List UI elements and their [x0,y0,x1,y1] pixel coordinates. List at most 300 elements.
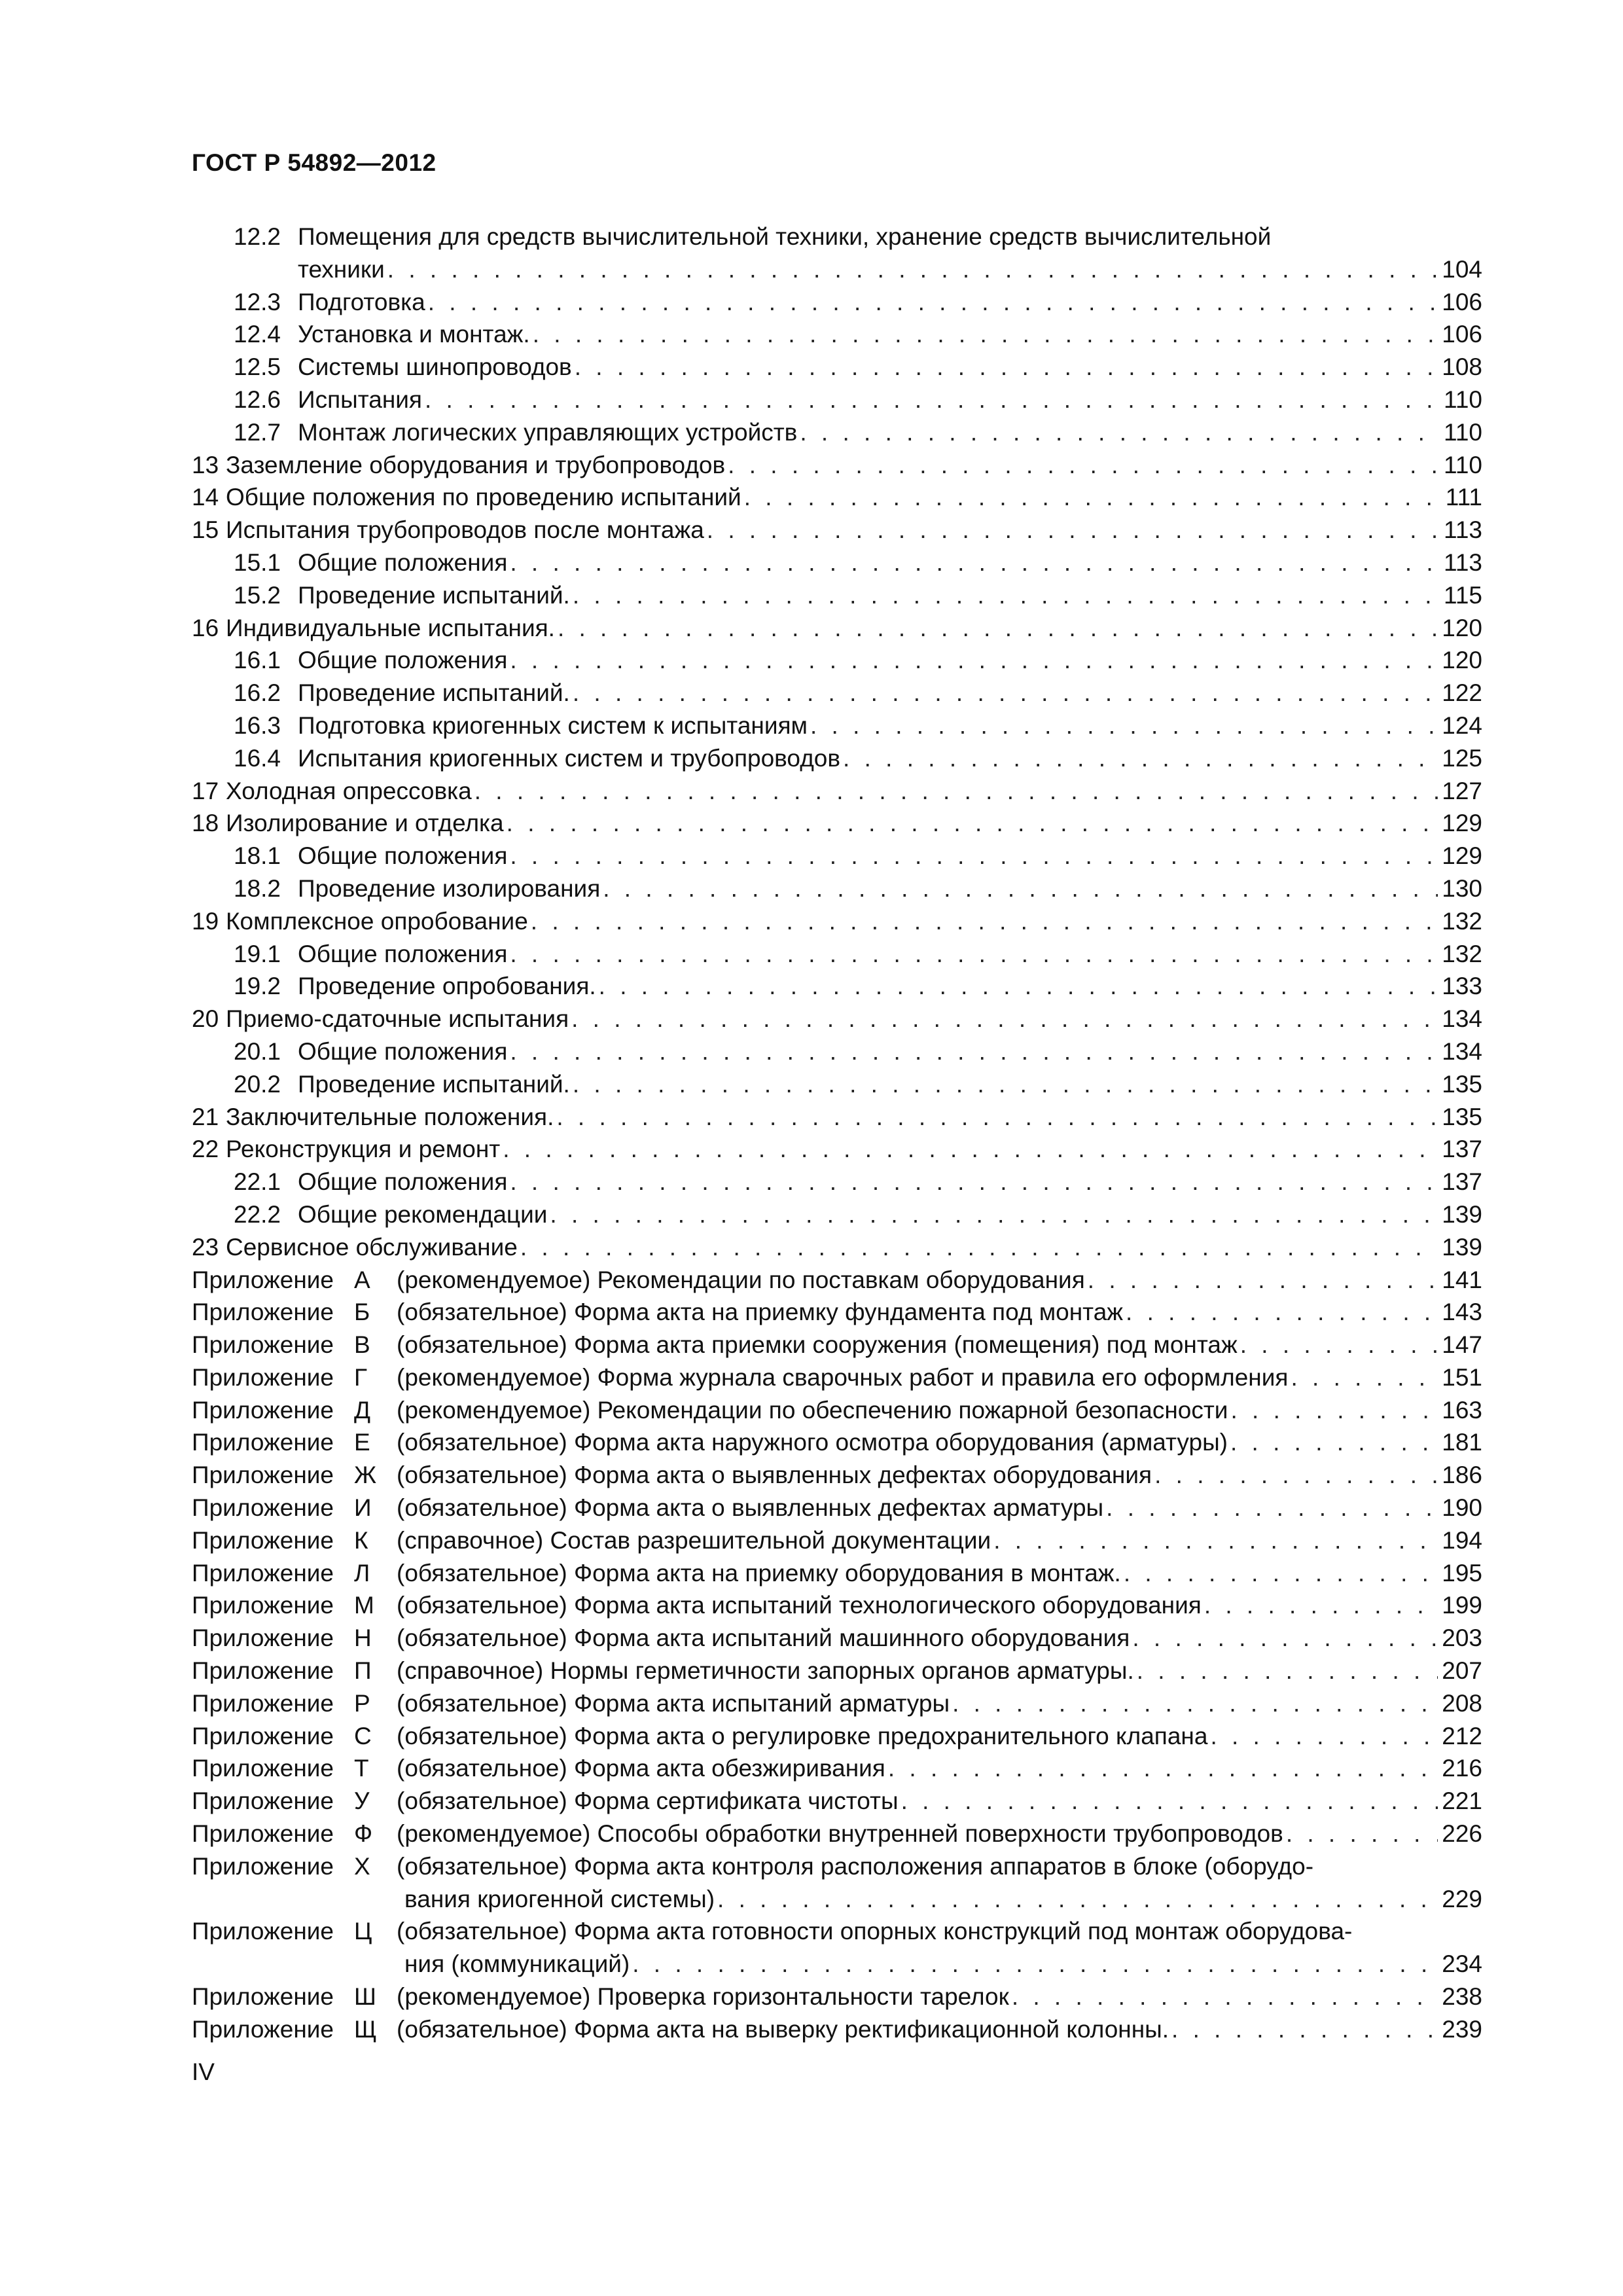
toc-entry-page: 139 [1442,1233,1482,1261]
toc-appendix-word: Приложение [192,1852,334,1880]
toc-entry-page: 104 [1442,255,1482,283]
toc-entry[interactable] [192,1655,1482,1687]
toc-entry-title: Комплексное опробование [226,907,528,935]
toc-entry-page: 113 [1444,516,1482,544]
toc-entry-page: 108 [1442,353,1482,381]
toc-entry-number: 16.4 [234,744,281,772]
toc-entry-page: 132 [1442,907,1482,935]
toc-entry-number: 21 [192,1103,219,1130]
toc-entry-title: Заземление оборудования и трубопроводов [226,451,726,478]
toc-dot-leader [1012,1981,1438,2013]
toc-entry[interactable] [192,1818,1482,1850]
toc-dot-leader [1204,1589,1438,1622]
toc-entry[interactable] [192,1850,1482,1883]
toc-dot-leader [800,416,1440,449]
toc-dot-leader [510,840,1438,872]
toc-entry-title: Проведение испытаний. [298,581,570,609]
toc-entry-number: 19.1 [234,940,281,967]
toc-entry-page: 110 [1444,386,1482,413]
toc-entry-title: Помещения для средств вычислительной техники, хранение средств вычислительной [298,223,1272,250]
toc-appendix-word: Приложение [192,1820,334,1848]
page-number: IV [192,2058,215,2085]
toc-dot-leader [510,1166,1438,1198]
toc-appendix-letter: М [354,1592,374,1619]
toc-appendix-word: Приложение [192,1462,334,1489]
toc-entry-title: Общие положения [298,548,508,576]
toc-appendix-letter: Б [354,1299,370,1326]
toc-appendix-label [192,1785,397,1818]
toc-entry[interactable] [192,579,1482,612]
toc-entry[interactable] [192,1492,1482,1524]
toc-entry-title: Сервисное обслуживание [226,1233,518,1261]
toc-appendix-word: Приложение [192,1624,334,1652]
toc-entry[interactable] [192,905,1482,938]
toc-entry-title: Общие положения [298,940,508,967]
toc-appendix-label [192,1818,397,1850]
toc-entry[interactable] [192,1068,1482,1101]
toc-entry-title: (обязательное) Форма акта на приемку фундамента под монтаж [397,1299,1124,1326]
toc-entry[interactable] [192,775,1482,808]
toc-dot-leader [510,1035,1438,1068]
toc-appendix-label [192,1557,397,1590]
toc-dot-leader [728,449,1440,482]
toc-entry-title: (обязательное) Форма акта испытаний машинного оборудования [397,1624,1130,1652]
toc-entry-page: 195 [1442,1559,1482,1587]
toc-dot-leader [599,970,1438,1003]
toc-appendix-letter: У [354,1787,370,1815]
toc-appendix-word: Приложение [192,1429,334,1456]
toc-appendix-letter: Ж [354,1462,377,1489]
toc-appendix-letter: Е [354,1429,370,1456]
toc-appendix-label [192,1329,397,1361]
toc-appendix-label [192,2013,397,2046]
toc-entry-title: Заключительные положения. [226,1103,554,1130]
toc-entry[interactable] [192,481,1482,514]
toc-appendix-word: Приложение [192,1918,334,1945]
toc-entry[interactable] [192,1622,1482,1655]
toc-entry-number: 14 [192,484,219,511]
toc-dot-leader [1137,1655,1438,1687]
toc-entry-page: 115 [1444,581,1482,609]
toc-dot-leader [1230,1426,1438,1459]
toc-entry-title: (обязательное) Форма акта контроля расположения аппаратов в блоке (оборудо- [397,1852,1314,1880]
toc-appendix-letter: Г [354,1363,368,1391]
toc-entry-page: 151 [1442,1363,1482,1391]
toc-appendix-label [192,1752,397,1785]
toc-appendix-label [192,1687,397,1720]
toc-entry[interactable] [192,1394,1482,1427]
toc-entry-page: 120 [1442,614,1482,641]
toc-appendix-letter: К [354,1526,368,1554]
toc-entry-title: Системы шинопроводов [298,353,572,381]
toc-entry-number: 15 [192,516,219,544]
toc-appendix-letter: С [354,1722,372,1749]
toc-appendix-word: Приложение [192,1363,334,1391]
toc-appendix-label [192,1589,397,1622]
toc-entry-title: Монтаж логических управляющих устройств [298,418,798,446]
toc-entry[interactable] [192,1101,1482,1134]
toc-entry-title: Проведение испытаний. [298,679,570,707]
toc-entry-title: Испытания трубопроводов после монтажа [226,516,704,544]
toc-entry[interactable] [192,1003,1482,1035]
toc-entry-title: (обязательное) Форма акта обезжиривания [397,1755,885,1782]
toc-appendix-label [192,1720,397,1753]
toc-entry[interactable] [192,742,1482,775]
toc-entry-number: 12.2 [234,223,281,250]
toc-appendix-word: Приложение [192,1689,334,1717]
toc-entry-title: (рекомендуемое) Форма журнала сварочных работ и правила его оформления [397,1363,1289,1391]
toc-dot-leader [531,905,1438,938]
toc-appendix-letter: Х [354,1852,370,1880]
toc-dot-leader [558,612,1438,645]
toc-entry[interactable] [192,1133,1482,1166]
toc-appendix-letter: Р [354,1689,370,1717]
toc-entry-page: 129 [1442,810,1482,837]
toc-entry-page: 229 [1442,1885,1482,1912]
toc-entry-number: 18.1 [234,842,281,870]
toc-entry-number: 16 [192,614,219,641]
toc-dot-leader [575,351,1438,384]
toc-entry-title: Общие положения [298,1037,508,1065]
toc-appendix-letter: П [354,1657,372,1685]
toc-dot-leader [510,644,1438,677]
toc-appendix-letter: А [354,1266,370,1293]
toc-entry-title: Приемо-сдаточные испытания [226,1005,569,1033]
toc-appendix-letter: Л [354,1559,370,1587]
toc-dot-leader [556,1101,1438,1134]
toc-appendix-letter: В [354,1331,370,1359]
toc-entry-page: 132 [1442,940,1482,967]
toc-entry-page: 212 [1442,1722,1482,1749]
toc-entry-number: 22.1 [234,1168,281,1196]
toc-entry-number: 16.2 [234,679,281,707]
toc-entry-title: (справочное) Нормы герметичности запорных органов арматуры. [397,1657,1134,1685]
toc-entry-number: 17 [192,777,219,804]
toc-entry-title: техники [298,255,385,283]
toc-entry-page: 134 [1442,1037,1482,1065]
toc-entry-title: (обязательное) Форма акта на приемку оборудования в монтаж. [397,1559,1121,1587]
toc-appendix-letter: Н [354,1624,372,1652]
toc-entry-title: Подготовка [298,288,425,315]
toc-appendix-word: Приложение [192,1266,334,1293]
toc-entry-number: 16.3 [234,711,281,739]
toc-dot-leader [888,1752,1438,1785]
toc-entry[interactable] [192,1166,1482,1198]
toc-entry-page: 111 [1445,484,1482,511]
toc-entry-title: (обязательное) Форма акта о регулировке предохранительного клапана [397,1722,1208,1749]
toc-entry-page: 125 [1442,744,1482,772]
toc-appendix-word: Приложение [192,2015,334,2043]
toc-entry-number: 15.2 [234,581,281,609]
toc-entry[interactable] [192,416,1482,449]
toc-dot-leader [573,677,1438,709]
toc-entry[interactable] [192,384,1482,416]
toc-entry[interactable] [192,1231,1482,1264]
toc-entry-page: 106 [1442,288,1482,315]
toc-entry-page: 143 [1442,1299,1482,1326]
toc-appendix-word: Приложение [192,1722,334,1749]
toc-appendix-word: Приложение [192,1396,334,1424]
toc-entry-page: 163 [1442,1396,1482,1424]
toc-entry-title: вания криогенной системы) [404,1885,715,1912]
toc-entry-page: 203 [1442,1624,1482,1652]
toc-entry-number: 22.2 [234,1200,281,1228]
toc-entry-page: 181 [1442,1429,1482,1456]
toc-dot-leader [428,286,1438,319]
toc-entry[interactable] [192,644,1482,677]
toc-entry-page: 186 [1442,1462,1482,1489]
toc-entry-page: 120 [1442,647,1482,674]
toc-entry-page: 238 [1442,1983,1482,2011]
toc-entry-number: 15.1 [234,548,281,576]
toc-entry-page: 133 [1442,973,1482,1000]
toc-dot-leader [507,807,1438,840]
toc-entry[interactable] [192,807,1482,840]
toc-entry-number: 16.1 [234,647,281,674]
toc-entry-title: Испытания [298,386,422,413]
toc-appendix-letter: Ц [354,1918,372,1945]
toc-entry[interactable] [192,514,1482,547]
toc-dot-leader [533,318,1438,351]
toc-entry-title: Общие положения [298,842,508,870]
toc-entry-page: 135 [1442,1070,1482,1098]
toc-entry[interactable] [192,709,1482,742]
toc-dot-leader [1124,1557,1438,1590]
toc-entry[interactable] [192,1198,1482,1231]
toc-entry-page: 122 [1442,679,1482,707]
toc-appendix-letter: И [354,1494,372,1522]
toc-entry-page: 221 [1442,1787,1482,1815]
toc-entry-page: 110 [1444,418,1482,446]
toc-entry[interactable] [192,253,1482,286]
toc-entry-title: (обязательное) Форма акта готовности опорных конструкций под монтаж оборудова- [397,1918,1353,1945]
toc-entry-page: 106 [1442,321,1482,348]
toc-entry[interactable] [192,1687,1482,1720]
toc-entry-number: 20 [192,1005,219,1033]
toc-dot-leader [603,872,1438,905]
toc-appendix-label [192,1850,397,1883]
toc-entry-page: 194 [1442,1526,1482,1554]
toc-entry-title: Холодная опрессовка [226,777,472,804]
toc-dot-leader [1230,1394,1438,1427]
toc-entry[interactable] [192,1557,1482,1590]
toc-appendix-label [192,1264,397,1297]
toc-entry-number: 23 [192,1233,219,1261]
toc-entry-page: 139 [1442,1200,1482,1228]
toc-entry[interactable] [192,318,1482,351]
toc-entry-page: 239 [1442,2015,1482,2043]
toc-entry-title: (рекомендуемое) Проверка горизонтальности тарелок [397,1983,1009,2011]
toc-entry[interactable] [192,1720,1482,1753]
toc-entry-page: 130 [1442,874,1482,902]
toc-entry-title: Общие положения [298,647,508,674]
toc-entry[interactable] [192,449,1482,482]
toc-appendix-label [192,1394,397,1427]
toc-entry-number: 20.1 [234,1037,281,1065]
toc-entry-title: (обязательное) Форма акта испытаний технологического оборудования [397,1592,1202,1619]
toc-entry-page: 207 [1442,1657,1482,1685]
toc-entry[interactable] [192,1883,1482,1916]
toc-dot-leader [952,1687,1438,1720]
toc-dot-leader [717,1883,1438,1916]
toc-entry-number: 19 [192,907,219,935]
toc-dot-leader [571,1003,1438,1035]
toc-dot-leader [632,1948,1438,1981]
toc-entry-title: (рекомендуемое) Рекомендации по поставкам оборудования [397,1266,1085,1293]
toc-dot-leader [1240,1329,1438,1361]
toc-appendix-label [192,1361,397,1394]
toc-entry[interactable] [192,1426,1482,1459]
table-of-contents [192,221,1482,2046]
toc-entry[interactable] [192,1361,1482,1394]
toc-appendix-label [192,1915,397,1948]
toc-entry-page: 147 [1442,1331,1482,1359]
toc-entry-page: 135 [1442,1103,1482,1130]
toc-entry-number: 12.3 [234,288,281,315]
toc-dot-leader [1088,1264,1438,1297]
toc-entry[interactable] [192,1035,1482,1068]
toc-entry-title: Индивидуальные испытания. [226,614,555,641]
toc-entry[interactable] [192,872,1482,905]
toc-entry[interactable] [192,1459,1482,1492]
toc-dot-leader [1171,2013,1438,2046]
toc-appendix-letter: Д [354,1396,371,1424]
toc-entry-title: (обязательное) Форма сертификата чистоты [397,1787,899,1815]
toc-entry-title: Общие положения по проведению испытаний [226,484,741,511]
toc-dot-leader [387,253,1438,286]
toc-appendix-label [192,1459,397,1492]
toc-appendix-letter: Щ [354,2015,377,2043]
toc-entry[interactable] [192,2013,1482,2046]
toc-entry[interactable] [192,1915,1482,1948]
toc-appendix-label [192,1426,397,1459]
toc-appendix-word: Приложение [192,1657,334,1685]
toc-entry-title: Общие положения [298,1168,508,1196]
toc-entry-page: 129 [1442,842,1482,870]
toc-entry-title: Реконструкция и ремонт [226,1136,501,1163]
toc-dot-leader [573,579,1440,612]
toc-dot-leader [901,1785,1438,1818]
toc-entry-title: (обязательное) Форма акта на выверку ректификационной колонны. [397,2015,1169,2043]
toc-entry-page: 216 [1442,1755,1482,1782]
toc-dot-leader [520,1231,1438,1264]
toc-entry[interactable] [192,1752,1482,1785]
toc-entry-number: 18.2 [234,874,281,902]
toc-appendix-label [192,1981,397,2013]
toc-appendix-word: Приложение [192,1299,334,1326]
toc-entry-title: ния (коммуникаций) [404,1950,630,1978]
toc-entry-page: 199 [1442,1592,1482,1619]
toc-entry-number: 22 [192,1136,219,1163]
toc-entry-number: 13 [192,451,219,478]
toc-dot-leader [550,1198,1438,1231]
toc-entry-title: (обязательное) Форма акта испытаний арматуры [397,1689,950,1717]
toc-entry[interactable] [192,970,1482,1003]
toc-entry-title: Подготовка криогенных систем к испытаниям [298,711,808,739]
toc-entry-page: 127 [1442,777,1482,804]
toc-entry-title: (обязательное) Форма акта о выявленных дефектах арматуры [397,1494,1104,1522]
toc-entry[interactable] [192,1329,1482,1361]
toc-entry[interactable] [192,547,1482,579]
toc-entry-title: (обязательное) Форма акта о выявленных дефектах оборудования [397,1462,1152,1489]
toc-entry-page: 137 [1442,1136,1482,1163]
toc-dot-leader [503,1133,1438,1166]
toc-entry[interactable] [192,1785,1482,1818]
toc-entry-number: 12.7 [234,418,281,446]
toc-entry-number: 20.2 [234,1070,281,1098]
toc-entry[interactable] [192,1589,1482,1622]
toc-appendix-word: Приложение [192,1526,334,1554]
toc-dot-leader [1210,1720,1438,1753]
toc-appendix-label [192,1524,397,1557]
toc-appendix-letter: Ш [354,1983,376,2011]
toc-appendix-label [192,1492,397,1524]
toc-dot-leader [573,1068,1438,1101]
toc-entry[interactable] [192,221,1482,253]
toc-entry-title: Изолирование и отделка [226,810,504,837]
toc-entry[interactable] [192,286,1482,319]
toc-entry-page: 137 [1442,1168,1482,1196]
toc-entry-title: (рекомендуемое) Способы обработки внутренней поверхности трубопроводов [397,1820,1283,1848]
toc-entry[interactable] [192,612,1482,645]
toc-entry-number: 18 [192,810,219,837]
toc-entry-number: 12.5 [234,353,281,381]
toc-dot-leader [1291,1361,1438,1394]
toc-entry[interactable] [192,1524,1482,1557]
toc-entry-title: Проведение изолирования [298,874,601,902]
toc-entry[interactable] [192,938,1482,971]
toc-appendix-word: Приложение [192,1755,334,1782]
toc-entry[interactable] [192,1948,1482,1981]
toc-dot-leader [843,742,1438,775]
toc-dot-leader [707,514,1440,547]
toc-dot-leader [1132,1622,1438,1655]
toc-entry-title: Проведение опробования. [298,973,596,1000]
toc-dot-leader [993,1524,1438,1557]
toc-entry-title: Общие рекомендации [298,1200,548,1228]
toc-appendix-word: Приложение [192,1559,334,1587]
toc-dot-leader [744,481,1442,514]
toc-appendix-label [192,1655,397,1687]
toc-entry-page: 234 [1442,1950,1482,1978]
toc-dot-leader [1286,1818,1438,1850]
toc-dot-leader [1126,1296,1438,1329]
toc-entry-page: 141 [1442,1266,1482,1293]
toc-entry[interactable] [192,677,1482,709]
toc-dot-leader [1106,1492,1438,1524]
toc-entry-title: Проведение испытаний. [298,1070,570,1098]
toc-entry[interactable] [192,840,1482,872]
toc-entry[interactable] [192,351,1482,384]
toc-dot-leader [1154,1459,1438,1492]
toc-appendix-word: Приложение [192,1331,334,1359]
toc-entry-page: 113 [1444,548,1482,576]
toc-entry[interactable] [192,1981,1482,2013]
toc-entry-page: 226 [1442,1820,1482,1848]
toc-dot-leader [810,709,1438,742]
toc-entry[interactable] [192,1296,1482,1329]
toc-appendix-label [192,1296,397,1329]
toc-entry-page: 124 [1442,711,1482,739]
toc-dot-leader [425,384,1440,416]
toc-entry[interactable] [192,1264,1482,1297]
toc-appendix-word: Приложение [192,1592,334,1619]
toc-entry-page: 134 [1442,1005,1482,1033]
document-header: ГОСТ Р 54892—2012 [192,149,437,176]
toc-appendix-word: Приложение [192,1983,334,2011]
toc-appendix-label [192,1622,397,1655]
toc-entry-title: Установка и монтаж. [298,321,530,348]
